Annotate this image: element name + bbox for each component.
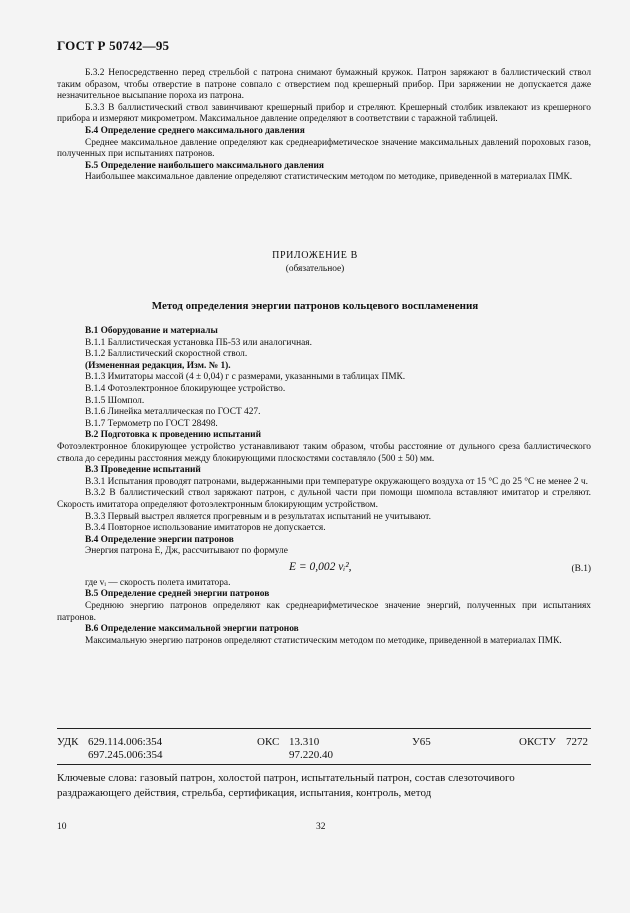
clause-v13: В.1.3 Имитаторы массой (4 ± 0,04) г с размерами, указанными в таблицах ПМК.	[85, 372, 406, 383]
udk-label: УДК	[57, 736, 79, 748]
clause-v31: В.3.1 Испытания проводят патронами, выдержанными при температуре окружающего воздуха от 15 °С до 25 °С не менее 2 ч.	[85, 476, 588, 487]
oks-label: ОКС	[257, 736, 280, 748]
heading-b5: Б.5 Определение наибольшего максимального давления	[85, 160, 324, 171]
heading-v2: В.2 Подготовка к проведению испытаний	[85, 430, 261, 441]
formula-row	[57, 558, 591, 578]
clause-v32: В.3.2 В баллистический ствол заряжают патрон, с дульной части при помощи шомпола вставляют имитатор и стреляют. Скорость имитатора определяют фотоэлектронным блокирующим устройством.	[57, 488, 591, 510]
formula: E = 0,002 vᵢ²,	[289, 560, 352, 573]
clause-v17: В.1.7 Термометр по ГОСТ 28498.	[85, 418, 218, 429]
clause-v4-text: Энергия патрона E, Дж, рассчитывают по формуле	[85, 546, 288, 557]
clause-v12: В.1.2 Баллистический скоростной ствол.	[85, 349, 248, 360]
okstu-code: 7272	[566, 736, 588, 748]
heading-v1: В.1 Оборудование и материалы	[85, 326, 218, 336]
clause-b32: Б.3.2 Непосредственно перед стрельбой с патрона снимают бумажный кружок. Патрон заряжают в баллистический ствол таким образом, чтобы отверстие в патроне совпало с отверстием под крешерный прибор. При заряжении не допускается даже незначительное высыпание пороха из патрона.	[57, 68, 591, 102]
document-code: ГОСТ Р 50742—95	[57, 38, 170, 53]
clause-v11: В.1.1 Баллистическая установка ПБ-53 или аналогичная.	[85, 337, 312, 348]
edit-note: (Измененная редакция, Изм. № 1).	[85, 360, 231, 371]
udk-code-2: 697.245.006:354	[88, 749, 163, 761]
heading-v4: В.4 Определение энергии патронов	[85, 534, 234, 545]
keywords: Ключевые слова: газовый патрон, холостой патрон, испытательный патрон, состав слезоточивого раздражающего действия, стрельба, сертификация, испытания, контроль, метод	[57, 772, 515, 799]
clause-v2-text: Фотоэлектронное блокирующее устройство устанавливают таким образом, чтобы расстояние от дульного среза баллистического ствола до середины расстояния между блокирующими плоскостями составляло (500 ± 50) мм.	[57, 441, 591, 464]
classification-bottom-rule	[57, 764, 591, 765]
section-v-block	[57, 326, 591, 647]
section-b-block	[57, 68, 591, 184]
heading-v5: В.5 Определение средней энергии патронов	[85, 589, 270, 600]
heading-v6: В.6 Определение максимальной энергии патронов	[85, 624, 299, 635]
udk-code-1: 629.114.006:354	[88, 736, 163, 748]
clause-v5-text: Среднюю энергию патронов определяют как среднеарифметическое значение энергий, полученных при испытаниях патронов.	[57, 601, 591, 623]
page-number-left: 10	[57, 822, 67, 832]
okstu-label: ОКСТУ	[519, 736, 556, 748]
formula-number: (В.1)	[571, 563, 591, 574]
clause-v14: В.1.4 Фотоэлектронное блокирующее устройство.	[85, 383, 286, 394]
formula-where: где vᵢ — скорость полета имитатора.	[85, 577, 231, 588]
clause-b5-text: Наибольшее максимальное давление определяют статистическим методом по методике, приведенной в материалах ПМК.	[85, 172, 573, 183]
oks-code-1: 13.310	[289, 736, 320, 748]
clause-b33: Б.3.3 В баллистический ствол завинчивают крешерный прибор и стреляют. Крешерный столбик извлекают из крешерного прибора и измеряют микрометром. Максимальное давление определяют в соответствии с таражной таблицей.	[57, 102, 591, 125]
heading-b4: Б.4 Определение среднего максимального давления	[85, 125, 305, 136]
clause-v34: В.3.4 Повторное использование имитаторов не допускается.	[85, 523, 326, 534]
clause-b4-text: Среднее максимальное давление определяют как среднеарифметическое значение максимальных давлений пороховых газов, полученных при испытаниях патронов.	[57, 137, 591, 160]
heading-v3: В.3 Проведение испытаний	[85, 465, 201, 476]
appendix-title: Метод определения энергии патронов кольцевого воспламенения	[151, 300, 479, 312]
clause-v16: В.1.6 Линейка металлическая по ГОСТ 427.	[85, 407, 261, 418]
appendix-label: ПРИЛОЖЕНИЕ В	[272, 250, 358, 261]
oks-code-2: 97.220.40	[289, 749, 333, 761]
clause-v15: В.1.5 Шомпол.	[85, 395, 145, 406]
clause-v33: В.3.3 Первый выстрел является прогревным и в результатах испытаний не учитывают.	[85, 511, 431, 522]
classification-top-rule	[57, 728, 591, 729]
group-code: У65	[412, 736, 431, 748]
clause-v6-text: Максимальную энергию патронов определяют статистическим методом по методике, приведенной в материалах ПМК.	[85, 635, 562, 646]
page-number-center: 32	[316, 822, 326, 832]
appendix-status: (обязательное)	[285, 264, 345, 274]
